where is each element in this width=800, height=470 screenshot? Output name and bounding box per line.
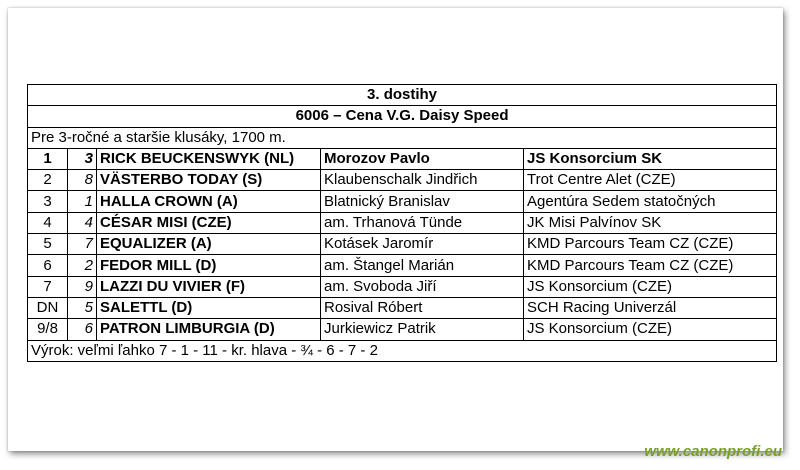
result-owner: JS Konsorcium (CZE) [524, 276, 777, 297]
race-results-table [27, 84, 777, 362]
result-position: 2 [28, 170, 68, 191]
result-position: 5 [28, 234, 68, 255]
result-number: 1 [68, 191, 97, 212]
result-owner: KMD Parcours Team CZ (CZE) [524, 255, 777, 276]
result-horse: CÉSAR MISI (CZE) [97, 212, 321, 233]
result-horse: VÄSTERBO TODAY (S) [97, 170, 321, 191]
result-driver: am. Trhanová Tünde [321, 212, 524, 233]
table-row [28, 212, 777, 233]
race-title: 3. dostihy [28, 85, 777, 106]
result-driver: Blatnický Branislav [321, 191, 524, 212]
result-owner: JS Konsorcium SK [524, 148, 777, 169]
result-number: 9 [68, 276, 97, 297]
table-row [28, 191, 777, 212]
result-driver: Kotásek Jaromír [321, 234, 524, 255]
result-number: 7 [68, 234, 97, 255]
race-verdict: Výrok: veľmi ľahko 7 - 1 - 11 - kr. hlava - ¾ - 6 - 7 - 2 [28, 340, 777, 361]
result-number: 6 [68, 319, 97, 340]
result-number: 3 [68, 148, 97, 169]
result-horse: SALETTL (D) [97, 297, 321, 318]
result-position: 3 [28, 191, 68, 212]
table-row [28, 276, 777, 297]
result-horse: PATRON LIMBURGIA (D) [97, 319, 321, 340]
result-owner: SCH Racing Univerzál [524, 297, 777, 318]
result-driver: Rosival Róbert [321, 297, 524, 318]
result-driver: am. Štangel Marián [321, 255, 524, 276]
result-number: 8 [68, 170, 97, 191]
result-number: 2 [68, 255, 97, 276]
result-horse: HALLA CROWN (A) [97, 191, 321, 212]
table-row [28, 255, 777, 276]
result-number: 4 [68, 212, 97, 233]
race-subtitle: 6006 – Cena V.G. Daisy Speed [28, 106, 777, 127]
result-owner: Agentúra Sedem statočných [524, 191, 777, 212]
result-position: 6 [28, 255, 68, 276]
result-number: 5 [68, 297, 97, 318]
result-owner: JS Konsorcium (CZE) [524, 319, 777, 340]
table-row [28, 170, 777, 191]
result-owner: JK Misi Palvínov SK [524, 212, 777, 233]
race-conditions: Pre 3-ročné a staršie klusáky, 1700 m. [28, 127, 777, 148]
table-row [28, 234, 777, 255]
result-position: DN [28, 297, 68, 318]
result-horse: RICK BEUCKENSWYK (NL) [97, 148, 321, 169]
watermark: www.canonprofi.eu [644, 443, 782, 460]
result-owner: Trot Centre Alet (CZE) [524, 170, 777, 191]
table-row [28, 319, 777, 340]
result-position: 9/8 [28, 319, 68, 340]
result-horse: LAZZI DU VIVIER (F) [97, 276, 321, 297]
result-owner: KMD Parcours Team CZ (CZE) [524, 234, 777, 255]
result-driver: am. Svoboda Jiří [321, 276, 524, 297]
table-row [28, 148, 777, 169]
result-horse: EQUALIZER (A) [97, 234, 321, 255]
result-horse: FEDOR MILL (D) [97, 255, 321, 276]
result-driver: Morozov Pavlo [321, 148, 524, 169]
table-row [28, 297, 777, 318]
result-position: 4 [28, 212, 68, 233]
result-driver: Klaubenschalk Jindřich [321, 170, 524, 191]
result-driver: Jurkiewicz Patrik [321, 319, 524, 340]
result-position: 7 [28, 276, 68, 297]
result-position: 1 [28, 148, 68, 169]
